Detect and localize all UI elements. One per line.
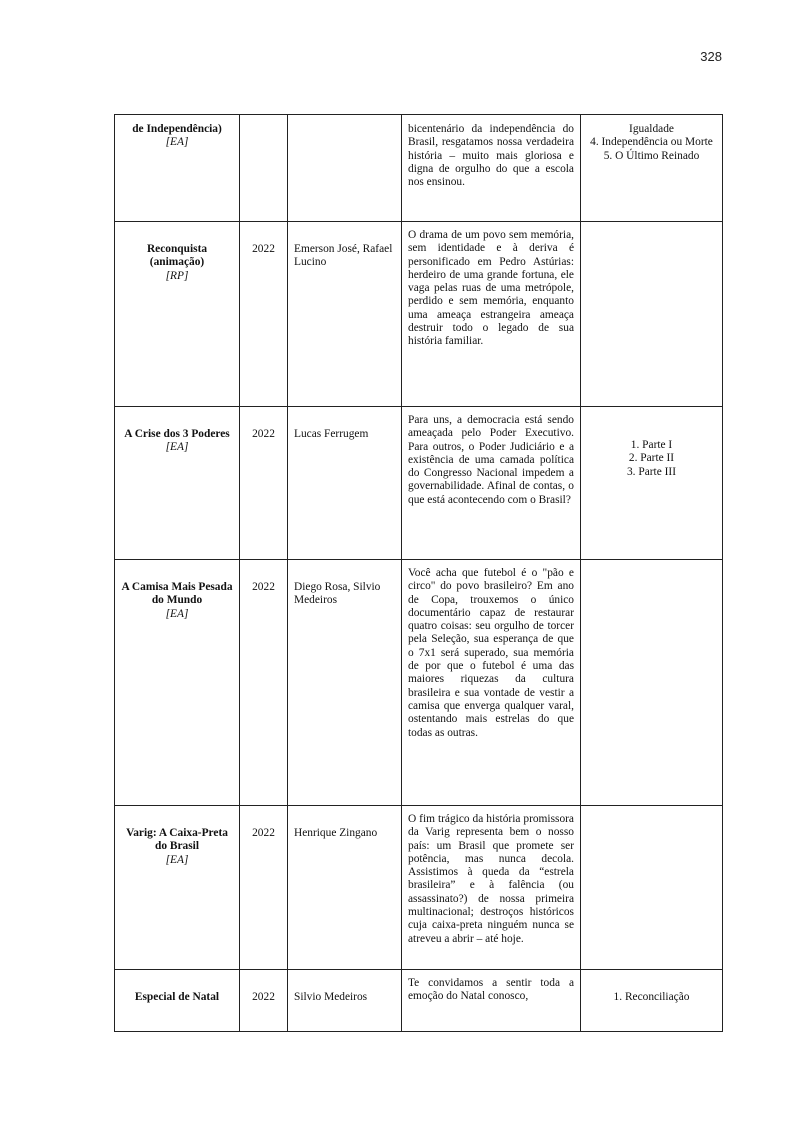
- production-title: A Crise dos 3 Poderes: [124, 428, 230, 440]
- production-title: Varig: A Caixa-Preta do Brasil: [126, 827, 228, 853]
- table-row: [115, 970, 723, 1032]
- synopsis-cell: Você acha que futebol é o "pão e circo" do povo brasileiro? Em ano de Copa, trouxemos o único documentário capaz de restaurar quatro coisas: seu orgulho de torcer pela Seleção, sua esperança de que o 7x1 será superado, sua memória de por que o futebol é uma das maiores riquezas da cultura brasileira e sua vontade de vestir a camisa que enverga qualquer varal, ostentando mais estrelas do que todas as outras.: [402, 560, 581, 806]
- episodes-cell: [581, 970, 723, 1032]
- title-cell: [115, 407, 240, 560]
- synopsis-cell: O drama de um povo sem memória, sem identidade e à deriva é personificado em Pedro Astúrias: herdeiro de uma grande fortuna, ele vaga pelas ruas de uma metrópole, perdido e sem memória, enquanto uma ameaça estrangeira ameaça destruir todo o legado de sua história familiar.: [402, 222, 581, 407]
- synopsis-cell: O fim trágico da história promissora da Varig representa bem o nosso país: um Brasil que promete ser potência, mas nunca decola. Assistimos à queda da “estrela brasileira” e à falência (ou assassinato?) de nossa primeira multinacional; destroços históricos cuja caixa-preta ninguém nunca se atreveu a abrir – até hoje.: [402, 806, 581, 970]
- synopsis-cell: Para uns, a democracia está sendo ameaçada pelo Poder Executivo. Para outros, o Poder Judiciário e a existência de uma camada política do Congresso Nacional impedem a governabilidade. Afinal de contas, o que está acontecendo com o Brasil?: [402, 407, 581, 560]
- year-cell: 2022: [240, 407, 288, 560]
- directors-cell: [288, 115, 402, 222]
- episodes-cell: [581, 407, 723, 560]
- synopsis-cell: Te convidamos a sentir toda a emoção do Natal conosco,: [402, 970, 581, 1032]
- table-row: [115, 222, 723, 407]
- productions-table: [114, 114, 723, 1032]
- page-number: 328: [700, 49, 722, 64]
- production-title: Reconquista (animação): [146, 243, 208, 269]
- year-cell: 2022: [240, 806, 288, 970]
- episode-item: 4. Independência ou Morte: [590, 136, 713, 149]
- production-tag: [EA]: [165, 136, 189, 149]
- title-cell: [115, 115, 240, 222]
- directors-cell: Lucas Ferrugem: [288, 407, 402, 560]
- episode-item: 2. Parte II: [628, 452, 675, 465]
- table-row: [115, 806, 723, 970]
- production-title: A Camisa Mais Pesada do Mundo: [121, 581, 233, 607]
- directors-cell: Diego Rosa, Silvio Medeiros: [288, 560, 402, 806]
- production-tag: [EA]: [165, 441, 189, 454]
- episode-item: 5. O Último Reinado: [603, 149, 700, 162]
- year-cell: 2022: [240, 970, 288, 1032]
- title-cell: [115, 970, 240, 1032]
- table-row: [115, 115, 723, 222]
- year-cell: 2022: [240, 222, 288, 407]
- directors-cell: Henrique Zingano: [288, 806, 402, 970]
- title-cell: [115, 222, 240, 407]
- table-row: [115, 407, 723, 560]
- episodes-cell: [581, 115, 723, 222]
- production-title: de Independência): [132, 123, 222, 135]
- title-cell: [115, 560, 240, 806]
- episodes-cell: [581, 806, 723, 970]
- directors-cell: Emerson José, Rafael Lucino: [288, 222, 402, 407]
- episodes-cell: [581, 560, 723, 806]
- title-cell: [115, 806, 240, 970]
- year-cell: 2022: [240, 560, 288, 806]
- production-tag: [EA]: [165, 853, 189, 866]
- production-tag: [RP]: [165, 269, 189, 282]
- episode-item: Igualdade: [629, 123, 674, 135]
- synopsis-cell: bicentenário da independência do Brasil, resgatamos nossa verdadeira história – muito mais gloriosa e digna de orgulho do que a escola nos ensinou.: [402, 115, 581, 222]
- episodes-cell: [581, 222, 723, 407]
- directors-cell: Silvio Medeiros: [288, 970, 402, 1032]
- table-row: [115, 560, 723, 806]
- episode-item: 1. Reconciliação: [613, 991, 690, 1003]
- year-cell: [240, 115, 288, 222]
- production-title: Especial de Natal: [134, 991, 220, 1003]
- production-tag: [EA]: [165, 607, 189, 620]
- episode-item: 1. Parte I: [630, 439, 673, 451]
- episode-item: 3. Parte III: [626, 465, 677, 478]
